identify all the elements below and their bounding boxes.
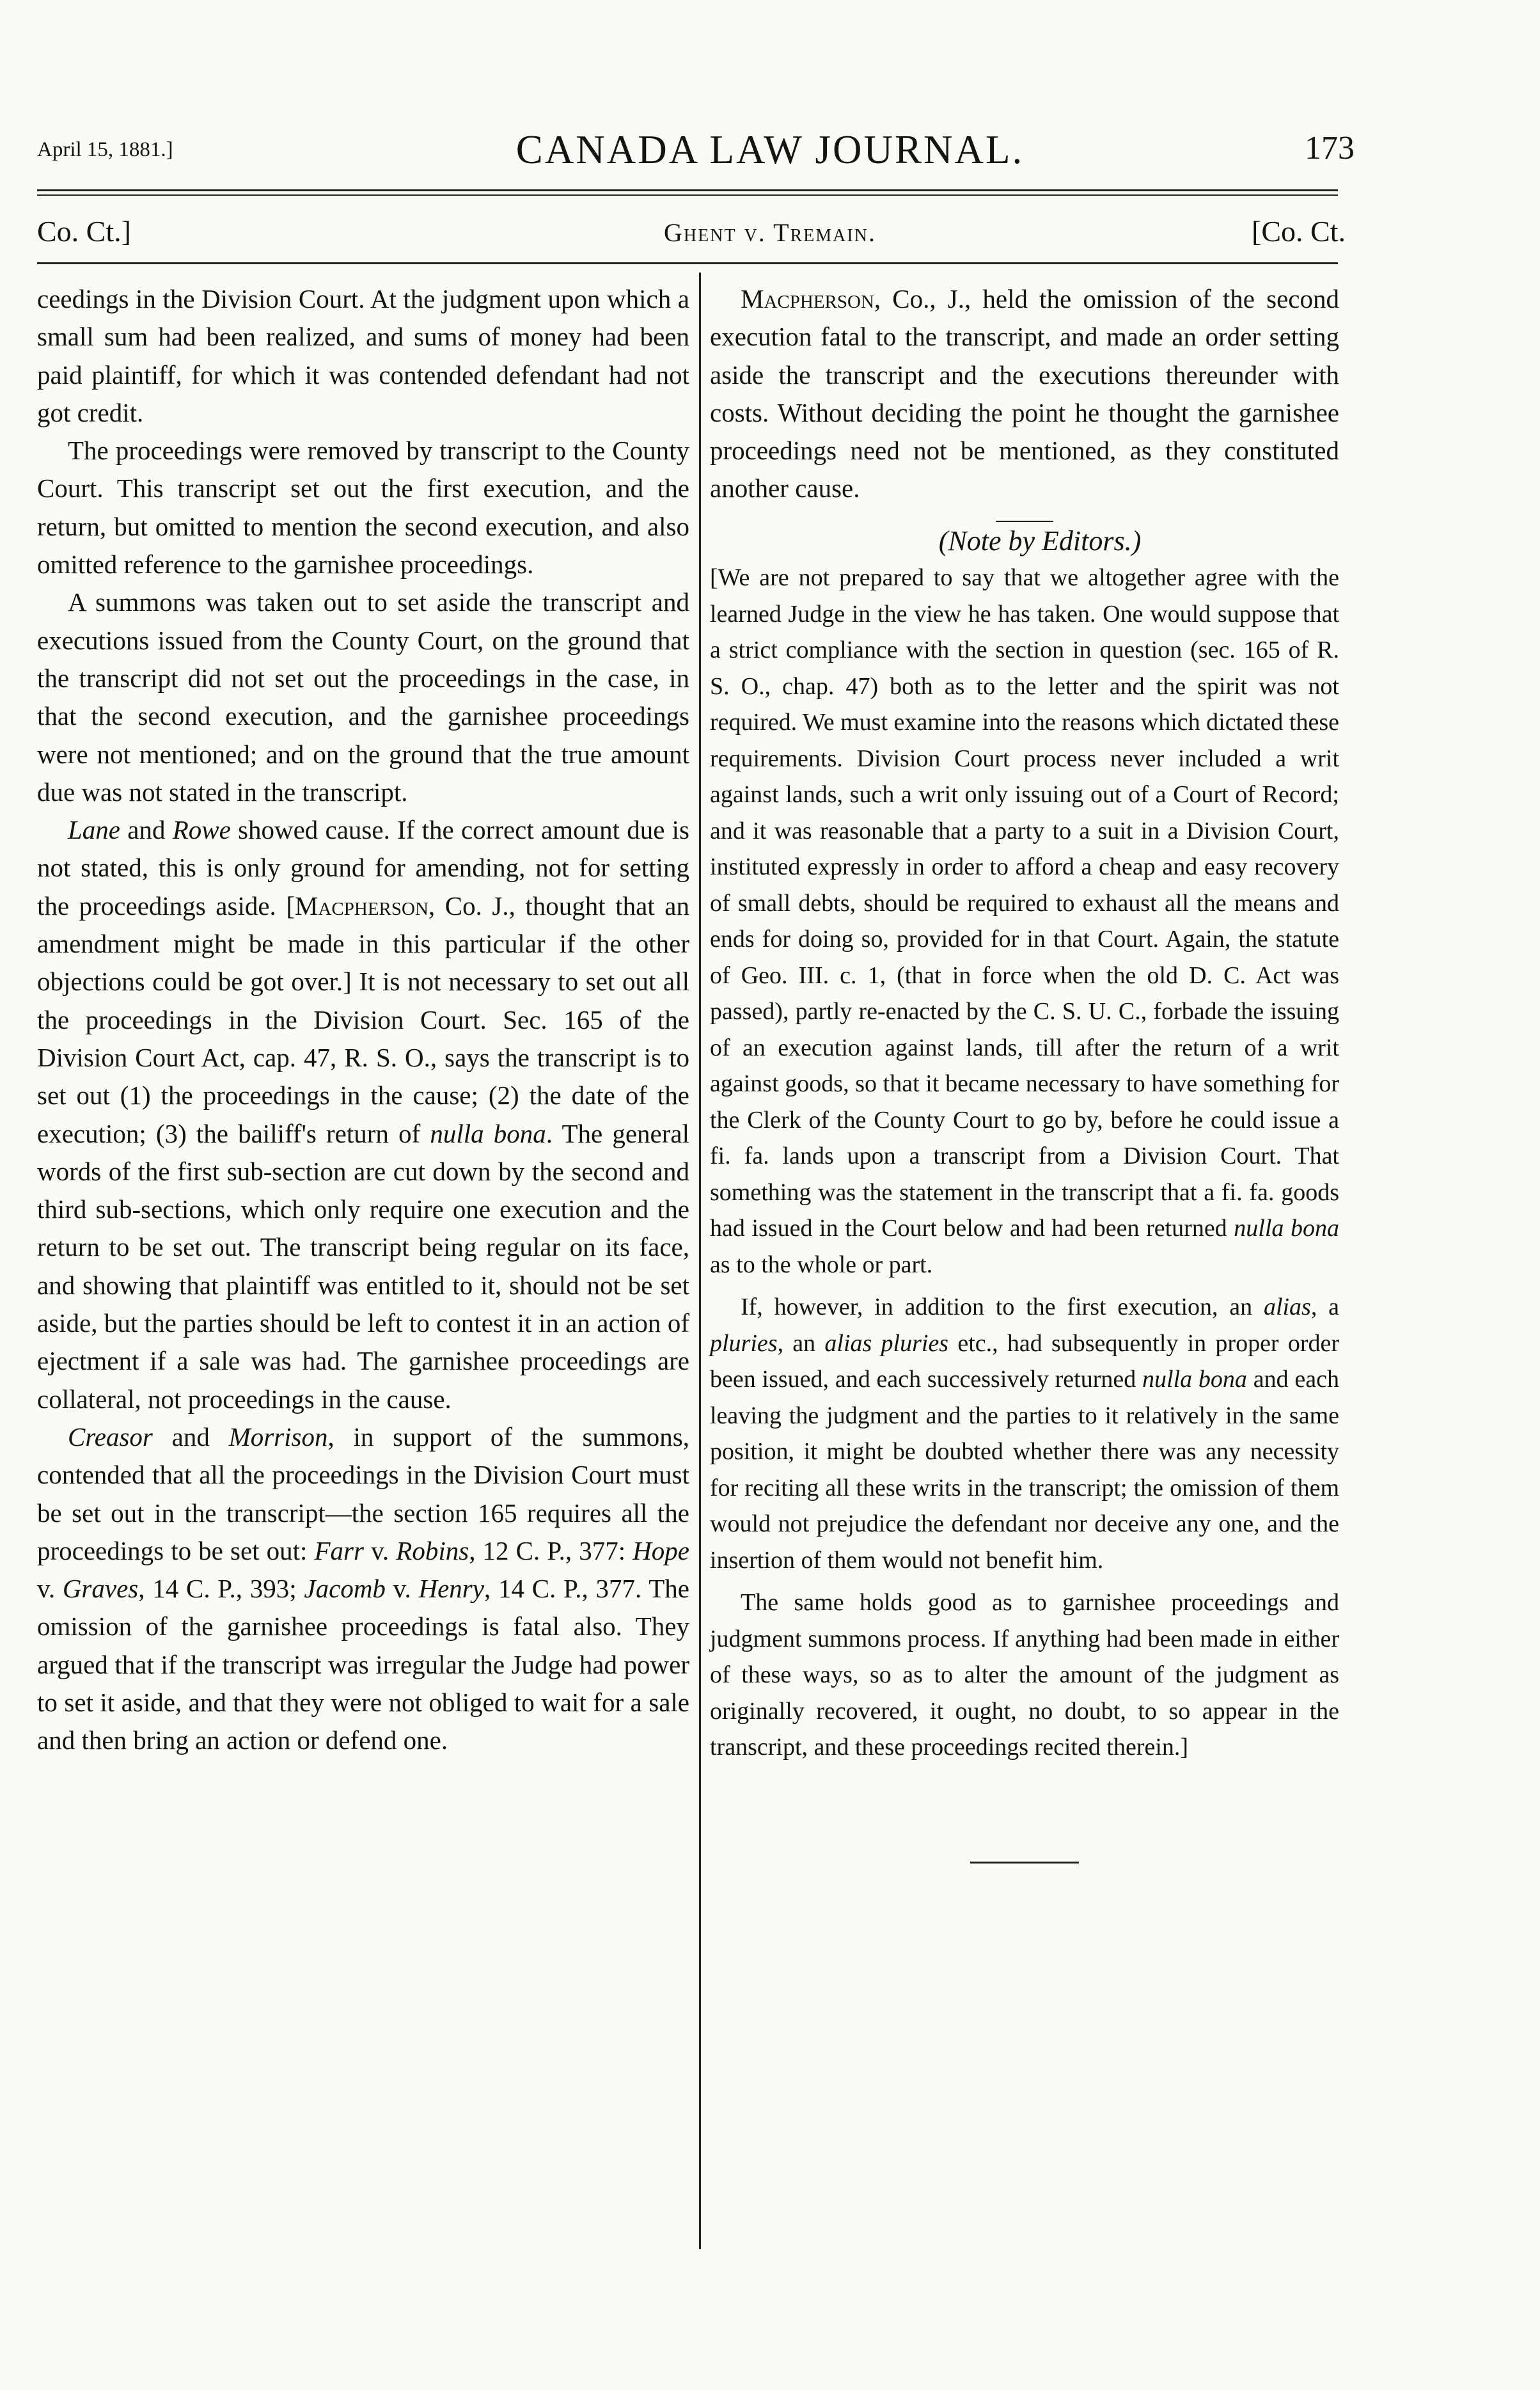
note-paragraph xyxy=(710,560,1339,1283)
counsel-name: Rowe xyxy=(172,815,231,845)
text-run: showed cause. If the correct amount due is not stated, this is only ground for amending, not for setting the proceedings aside. [ xyxy=(37,815,689,921)
case-citation: Robins xyxy=(396,1535,469,1565)
text-run: v. xyxy=(37,1574,63,1604)
header-rule-thin xyxy=(37,194,1338,196)
judge-name: Macpherson xyxy=(741,284,874,313)
paragraph-showing-cause xyxy=(37,811,689,1418)
case-title: Ghent v. Tremain. xyxy=(664,218,876,247)
text-run: , Co. J., thought that an amendment might be made in this particular if the other objections could be got over.] It is not necessary to set out all the proceedings in the Division Court. Sec. 165 of the Division Court Act, cap. 47, R. S. O., says the transcript is to set out (1) the proceedings in the cause; (2) the date of the execution; (3) the bailiff's return of xyxy=(37,890,690,1148)
journal-title: CANADA LAW JOURNAL. xyxy=(515,127,1025,172)
text-run: , Co., J., held the omission of the second execution fatal to the transcript, and made an order setting aside the transcript and the executions thereunder with costs. Without deciding the point he thought the garnishee proceedings need not be mentioned, as they constituted another cause. xyxy=(710,284,1339,503)
text-run: etc., had subsequently in proper order been issued, and each successively returned xyxy=(710,1329,1339,1393)
left-column xyxy=(37,280,689,1760)
right-column xyxy=(710,280,1339,1864)
subheading-rule xyxy=(37,262,1338,264)
case-citation: Hope xyxy=(632,1535,689,1565)
page-number: 173 xyxy=(1305,130,1355,166)
text-run: as to the whole or part. xyxy=(710,1251,933,1278)
counsel-name: Creasor xyxy=(68,1421,153,1452)
case-citation: Graves xyxy=(62,1574,139,1604)
latin-term: pluries xyxy=(710,1329,778,1357)
header-rule-thick xyxy=(37,189,1338,191)
paragraph-support-of-summons xyxy=(37,1418,689,1760)
editors-note-heading: (Note by Editors.) xyxy=(938,525,1142,557)
text-run: and xyxy=(120,815,173,845)
paragraph-continuation: ceedings in the Division Court. At the judgment upon which a small sum had been realized, and sums of money had been paid plaintiff, for which it was contended defendant had not got credit. xyxy=(37,284,689,427)
text-run: . The general words of the first sub-section are cut down by the second and third sub-sections, which only require one execution and the return to be set out. The transcript being regular on its face, and showing that plaintiff was entitled to it, should not be set aside, but the parties should be left to contest it in an action of ejectment if a sale was had. The garnishee proceedings are collateral, not proceedings in the cause. xyxy=(37,1118,689,1414)
text-run: v. xyxy=(363,1535,397,1565)
text-run: [We are not prepared to say that we altogether agree with the learned Judge in the view he has taken. One would suppose that a strict compliance with the section in question (sec. 165 of R. S. O., chap. 47) both as to the letter and the spirit was not required. We must examine into the reasons which dictated these requirements. Division Court process never included a writ against lands, such a writ only issuing out of a Court of Record; and it was reasonable that a party to a suit in a Division Court, instituted expressly in order to afford a cheap and easy recovery of small debts, should be required to exhaust all the means and ends for doing so, provided for in that Court. Again, the statute of Geo. III. c. 1, (that in force when the old D. C. Act was passed), partly re-enacted by the C. S. U. C., forbade the issuing of an execution against lands, till after the return of a writ against goods, so that it became necessary to have something for the Clerk of the County Court to go by, before he could issue a fi. fa. lands upon a transcript from a Division Court. That something was the statement in the transcript that a fi. fa. goods had issued in the Court below and had been returned xyxy=(710,564,1339,1242)
text-run: , 12 C. P., 377: xyxy=(469,1535,633,1565)
latin-term: nulla bona xyxy=(430,1118,546,1148)
issue-date: April 15, 1881.] xyxy=(37,138,173,161)
note-paragraph: The same holds good as to garnishee proceedings and judgment summons process. If anything had been made in either of these ways, so as to alter the amount of the judgment as originally recovered, it ought, no doubt, to so appear in the transcript, and these proceedings recited therein.] xyxy=(710,1589,1339,1761)
text-run: v. xyxy=(385,1574,419,1604)
text-run: and xyxy=(152,1421,229,1452)
paragraph-transcript-removal: The proceedings were removed by transcript to the County Court. This transcript set out the first execution, and the return, but omitted to mention the second execution, and also omitted reference to the garnishee proceedings. xyxy=(37,436,689,580)
court-label-left: Co. Ct.] xyxy=(37,215,131,248)
latin-term: alias pluries xyxy=(824,1329,949,1357)
note-paragraph xyxy=(710,1289,1339,1578)
latin-term: nulla bona xyxy=(1234,1215,1339,1242)
text-run: , 14 C. P., 393; xyxy=(138,1574,304,1604)
end-rule xyxy=(970,1862,1079,1864)
editors-note xyxy=(710,560,1339,1766)
text-run: , in support of the summons, contended that all the proceedings in the Division Court must be set out in the transcript—the section 165 requires all the proceedings to be set out: xyxy=(37,1421,689,1565)
counsel-name: Morrison xyxy=(228,1421,328,1452)
text-run: , a xyxy=(1310,1294,1339,1321)
case-citation: Jacomb xyxy=(304,1574,386,1604)
latin-term: nulla bona xyxy=(1142,1366,1247,1393)
latin-term: alias xyxy=(1263,1294,1311,1321)
text-run: If, however, in addition to the first execution, an xyxy=(741,1294,1264,1321)
paragraph-holding xyxy=(710,280,1339,508)
case-citation: Farr xyxy=(314,1535,364,1565)
column-divider xyxy=(699,273,701,2249)
text-run: , an xyxy=(777,1329,825,1357)
judge-name: Macpherson xyxy=(295,890,428,921)
text-run: and each leaving the judgment and the parties to it relatively in the same position, it might be doubted whether there was any necessity for reciting all these writs in the transcript; the omission of them would not prejudice the defendant nor deceive any one, and the insertion of them would not benefit him. xyxy=(710,1366,1339,1574)
paragraph-summons: A summons was taken out to set aside the transcript and executions issued from the County Court, on the ground that the transcript did not set out the proceedings in the case, in that the second execution, and the garnishee proceedings were not mentioned; and on the ground that the true amount due was not stated in the transcript. xyxy=(37,587,689,807)
case-citation: Henry xyxy=(418,1574,484,1604)
counsel-name: Lane xyxy=(68,815,120,845)
court-label-right: [Co. Ct. xyxy=(1252,215,1346,248)
text-run: , 14 C. P., 377. The omission of the garnishee proceedings is fatal also. They argued that if the transcript was irregular the Judge had power to set it aside, and that they were not obliged to wait for a sale and then bring an action or defend one. xyxy=(37,1574,689,1755)
